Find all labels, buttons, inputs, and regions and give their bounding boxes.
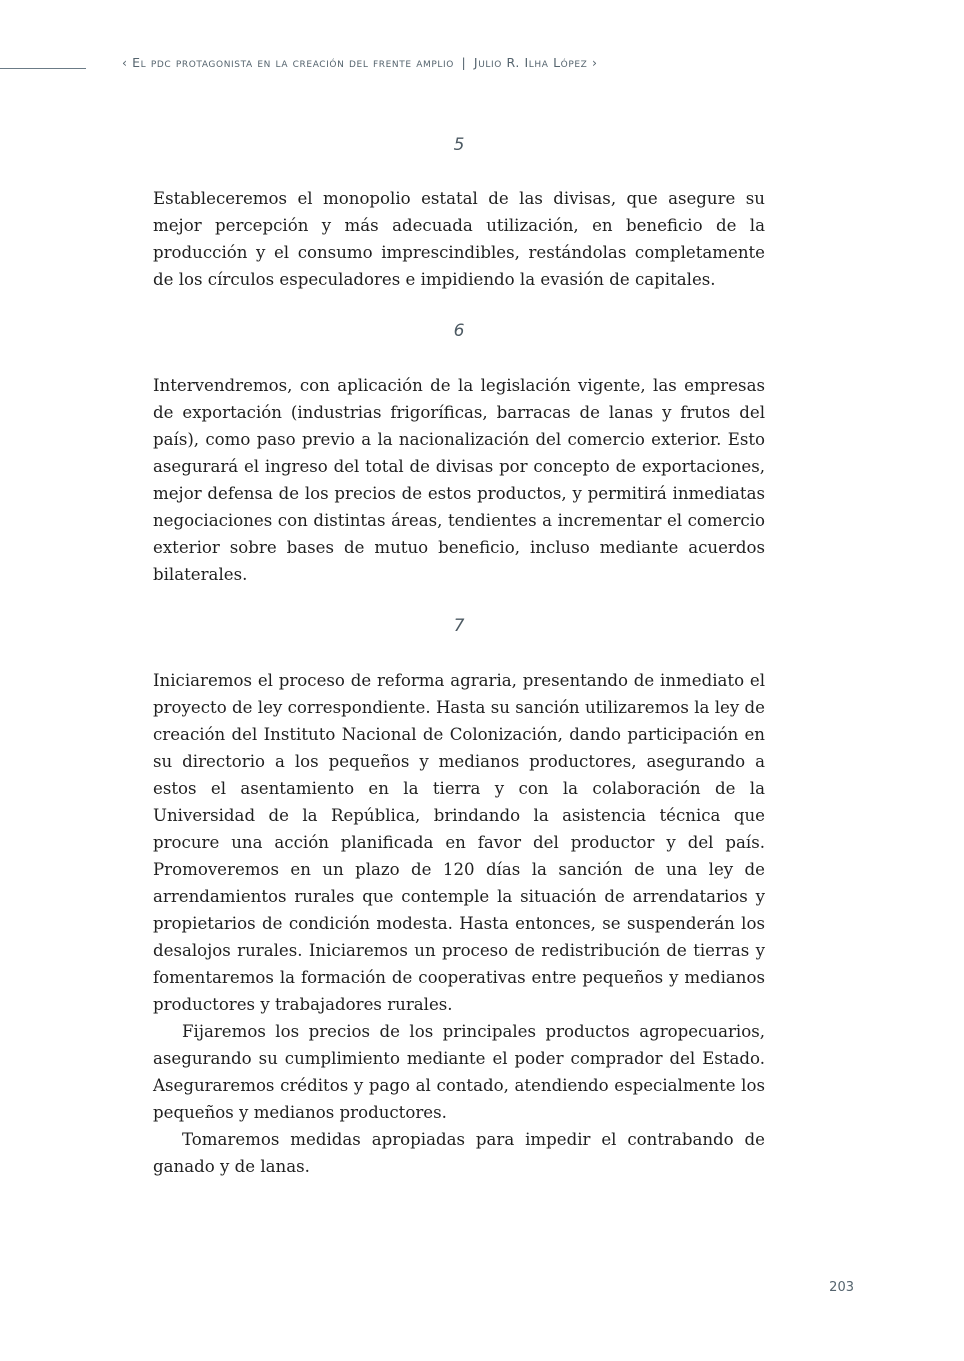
- main-content: [153, 132, 765, 1180]
- paragraph: Tomaremos medidas apropiadas para impedir el contrabando de ganado y de lanas.: [153, 1130, 765, 1176]
- paragraph: Fijaremos los precios de los principales productos agropecuarios, asegurando su cumplimiento mediante el poder comprador del Estado. Aseguraremos créditos y pago al contado, atendiendo especialmente los pequeños y medianos productores.: [153, 1022, 765, 1122]
- section-number: 7: [453, 616, 465, 636]
- running-header: [122, 55, 598, 70]
- header-rule: [0, 68, 86, 69]
- paragraph: Estableceremos el monopolio estatal de las divisas, que asegure su mejor percepción y más adecuada utilización, en beneficio de la producción y el consumo imprescindibles, restándolas completamente de los círculos especuladores e impidiendo la evasión de capitales.: [153, 189, 765, 289]
- running-header-author: Julio R. Ilha López ›: [473, 55, 598, 70]
- running-header-separator: |: [461, 55, 467, 70]
- page-number: 203: [829, 1280, 854, 1295]
- paragraph: Intervendremos, con aplicación de la legislación vigente, las empresas de exportación (industrias frigoríficas, barracas de lanas y frutos del país), como paso previo a la nacionalización del comercio exterior. Esto asegurará el ingreso del total de divisas por concepto de exportaciones, mejor defensa de los precios de estos productos, y permitirá inmediatas negociaciones con distintas áreas, tendientes a incrementar el comercio exterior sobre bases de mutuo beneficio, incluso mediante acuerdos bilaterales.: [153, 376, 765, 584]
- running-header-title: ‹ El pdc protagonista en la creación del frente amplio: [122, 55, 454, 70]
- paragraph: Iniciaremos el proceso de reforma agraria, presentando de inmediato el proyecto de ley correspondiente. Hasta su sanción utilizaremos la ley de creación del Instituto Nacional de Colonización, dando participación en su directorio a los pequeños y medianos productores, asegurando a estos el asentamiento en la tierra y con la colaboración de la Universidad de la República, brindando la asistencia técnica que procure una acción planificada en favor del productor y del país. Promoveremos en un plazo de 120 días la sanción de una ley de arrendamientos rurales que contemple la situación de arrendatarios y propietarios de condición modesta. Hasta entonces, se suspenderán los desalojos rurales. Iniciaremos un proceso de redistribución de tierras y fomentaremos la formación de cooperativas entre pequeños y medianos productores y trabajadores rurales.: [153, 671, 765, 1014]
- section-number: 6: [453, 321, 465, 341]
- section-number: 5: [453, 135, 465, 155]
